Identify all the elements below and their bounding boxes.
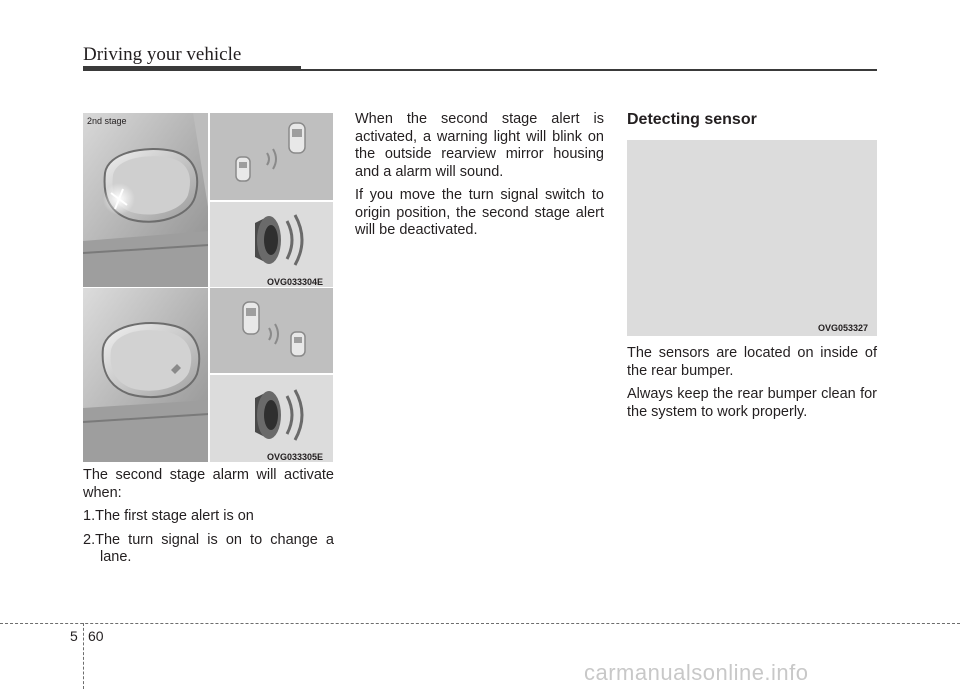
header-rule-thin (301, 69, 877, 71)
intro-paragraph: The second stage alarm will activate when: (83, 467, 334, 501)
paragraph: If you move the turn signal switch to origin position, the second stage alert will be deactivated. (355, 187, 604, 238)
paragraph: When the second stage alert is activated, a warning light will blink on the outside rearview mirror housing and a alarm will sound. (355, 111, 604, 180)
column-3-text (627, 345, 877, 427)
stage-label-box (83, 113, 209, 133)
header-title: Driving your vehicle (83, 44, 242, 65)
paragraph: The sensors are located on inside of the rear bumper. (627, 345, 877, 379)
figure-code-sensor: OVG053327 (818, 323, 869, 333)
figure-second-stage-top (83, 113, 333, 287)
figure-second-stage-bottom (83, 288, 333, 462)
header-rule (83, 66, 301, 71)
chapter-number: 5 (70, 628, 78, 644)
footer-rule (0, 623, 960, 624)
stage-label: 2nd stage (87, 116, 127, 126)
footer-divider (83, 623, 84, 689)
paragraph: Always keep the rear bumper clean for the system to work properly. (627, 386, 877, 420)
list-item: 1.The first stage alert is on (83, 508, 254, 524)
column-2-text (355, 111, 604, 246)
list-item: 2.The turn signal is on to change a lane. (83, 531, 334, 565)
column-1-text (83, 467, 334, 573)
watermark: carmanualsonline.info (584, 660, 809, 685)
figure-sensor (627, 140, 877, 336)
figure-code-bottom: OVG033305E (267, 452, 324, 462)
page-number: 60 (88, 628, 104, 644)
section-title: Detecting sensor (627, 111, 757, 128)
figure-code-top: OVG033304E (267, 277, 324, 287)
